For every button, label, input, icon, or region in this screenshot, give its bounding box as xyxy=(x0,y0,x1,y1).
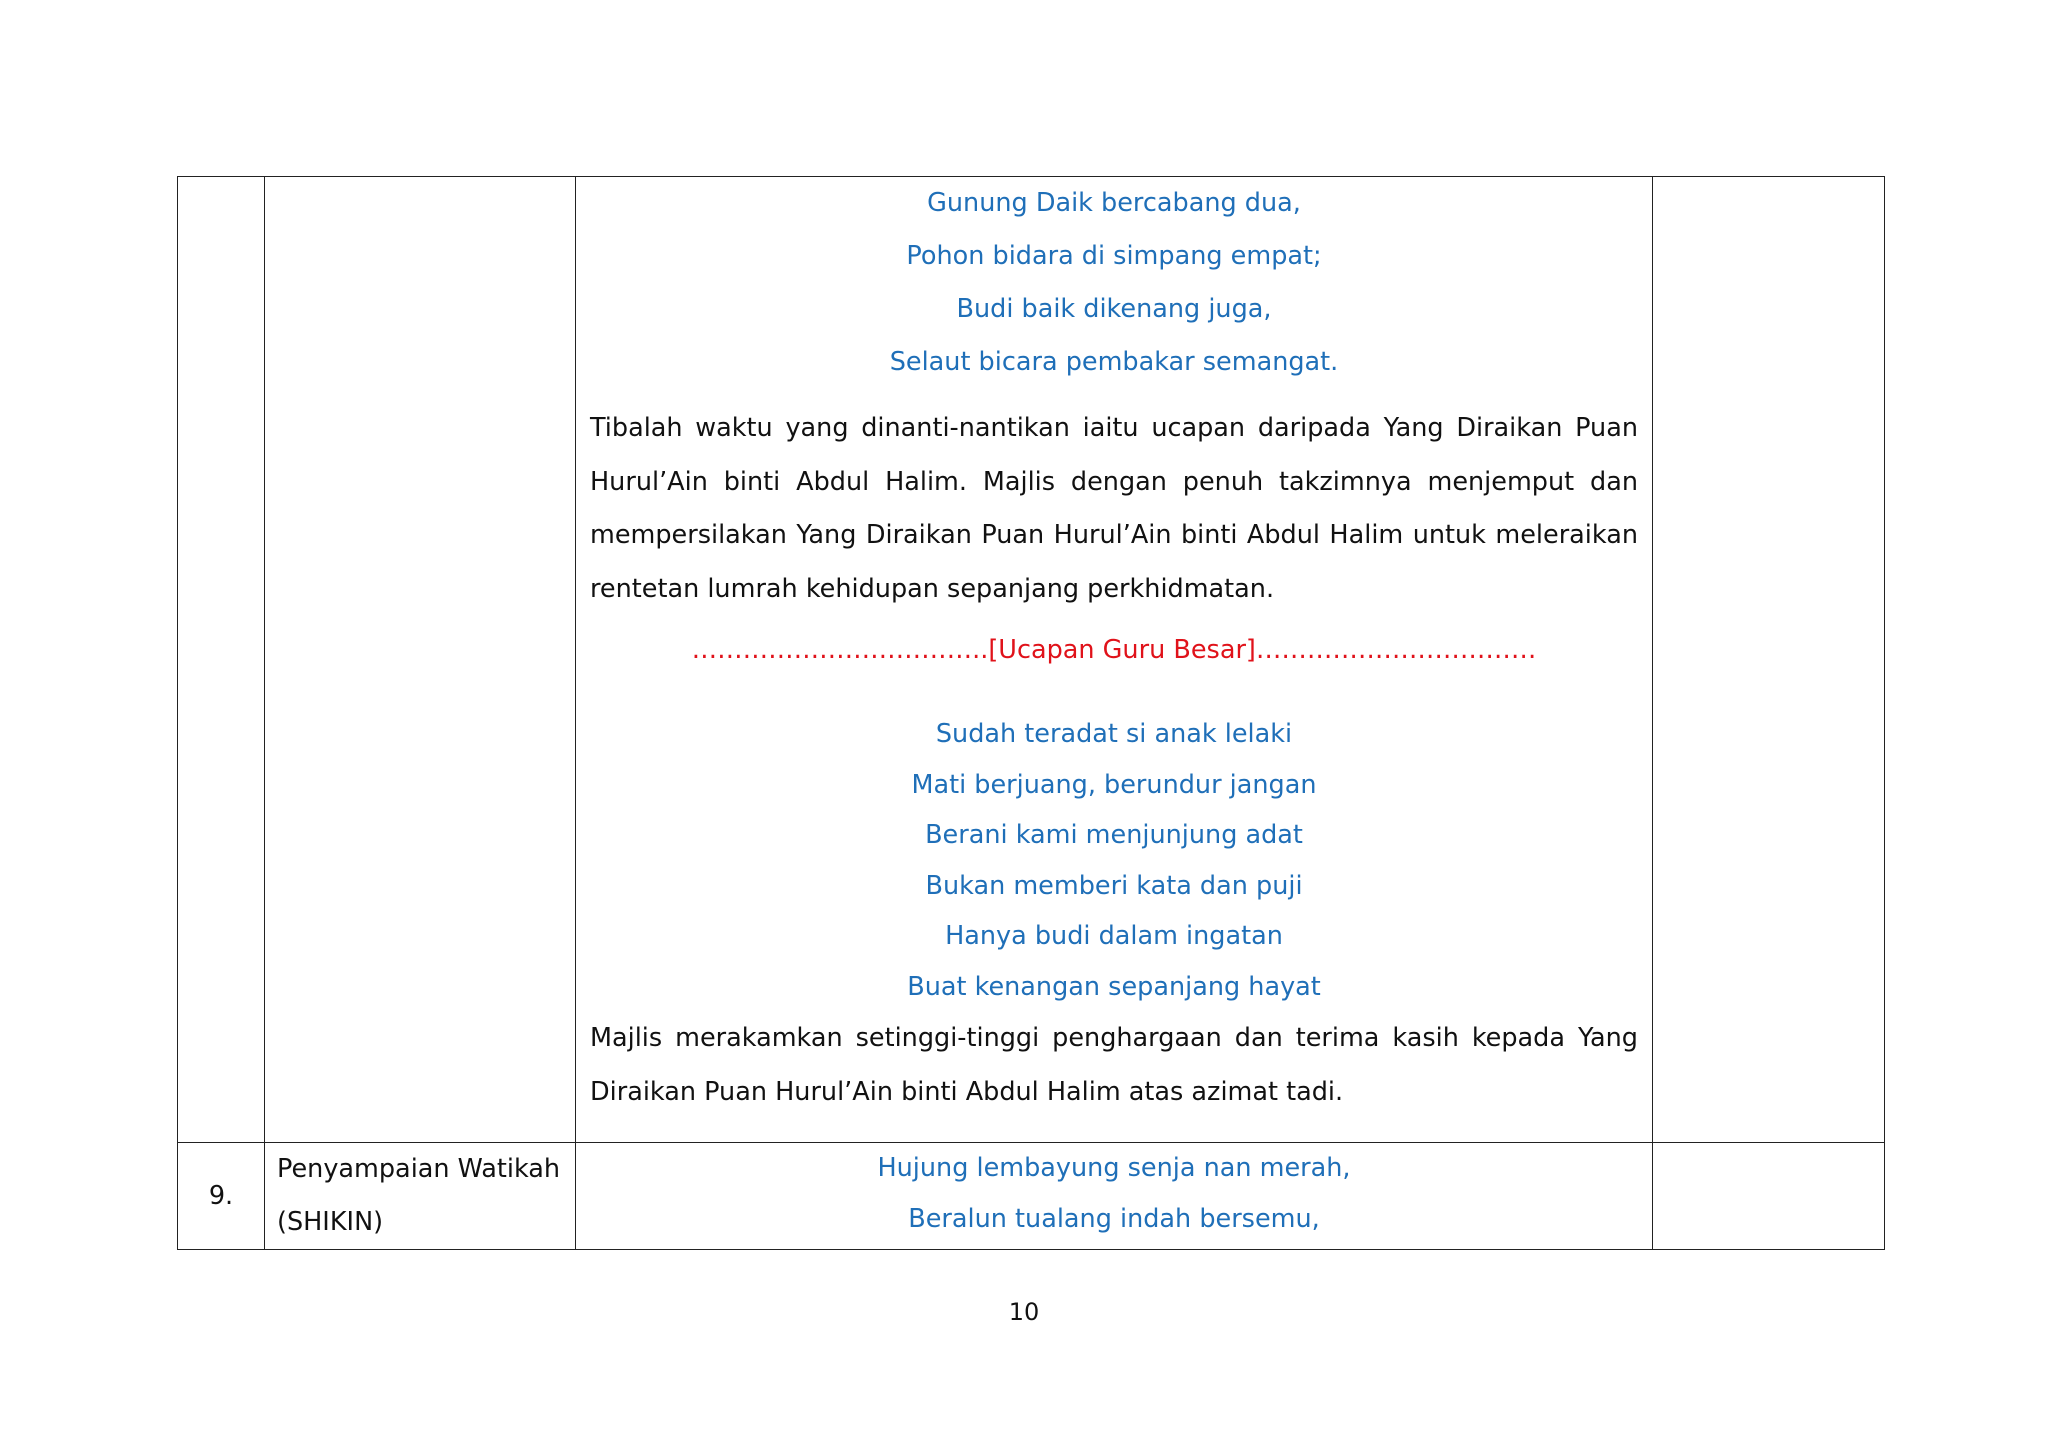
verse-line: Hujung lembayung senja nan merah, xyxy=(877,1153,1351,1183)
verse-line: Gunung Daik bercabang dua, xyxy=(927,188,1301,218)
verse-line: Hanya budi dalam ingatan xyxy=(945,921,1283,951)
item-cell xyxy=(265,177,576,1143)
item-title: Penyampaian Watikah xyxy=(277,1154,561,1184)
paragraph-invitation: Tibalah waktu yang dinanti-nantikan iaitu ucapan daripada Yang Diraikan Puan Hurul’Ain binti Abdul Halim. Majlis dengan penuh takzimnya menjemput dan mempersilakan Yang Diraikan Puan Hurul’Ain binti Abdul Halim untuk meleraikan rentetan lumrah kehidupan sepanjang perkhidmatan. xyxy=(590,413,1638,604)
notes-cell xyxy=(1653,1143,1885,1250)
number-cell xyxy=(178,1143,265,1250)
page-number: 10 xyxy=(1008,1298,1040,1326)
script-cell xyxy=(576,177,1653,1143)
item-person: (SHIKIN) xyxy=(277,1207,384,1237)
table-row xyxy=(178,1143,1885,1250)
verse-line: Selaut bicara pembakar semangat. xyxy=(889,347,1339,377)
item-cell xyxy=(265,1143,576,1250)
number-cell xyxy=(178,177,265,1143)
item-number: 9. xyxy=(208,1181,234,1211)
speech-marker: ……………………………..[Ucapan Guru Besar]…………………………… xyxy=(691,635,1537,665)
notes-cell xyxy=(1653,177,1885,1143)
verse-line: Berani kami menjunjung adat xyxy=(925,820,1303,850)
script-cell xyxy=(576,1143,1653,1250)
verse-line: Bukan memberi kata dan puji xyxy=(925,870,1303,901)
pantun-verse-3 xyxy=(576,1143,1652,1245)
verse-line: Sudah teradat si anak lelaki xyxy=(935,719,1293,749)
paragraph-appreciation: Majlis merakamkan setinggi-tinggi penghargaan dan terima kasih kepada Yang Diraikan Puan Hurul’Ain binti Abdul Halim atas azimat tadi. xyxy=(590,1023,1638,1107)
verse-line: Pohon bidara di simpang empat; xyxy=(906,241,1322,271)
verse-line: Buat kenangan sepanjang hayat xyxy=(907,971,1321,1002)
pantun-verse-2 xyxy=(590,709,1638,1012)
table-row xyxy=(178,177,1885,1143)
verse-line: Beralun tualang indah bersemu, xyxy=(908,1204,1320,1234)
verse-line: Mati berjuang, berundur jangan xyxy=(911,769,1317,800)
pantun-verse-1 xyxy=(590,177,1638,389)
program-table xyxy=(177,176,1885,1250)
verse-line: Budi baik dikenang juga, xyxy=(956,294,1272,324)
